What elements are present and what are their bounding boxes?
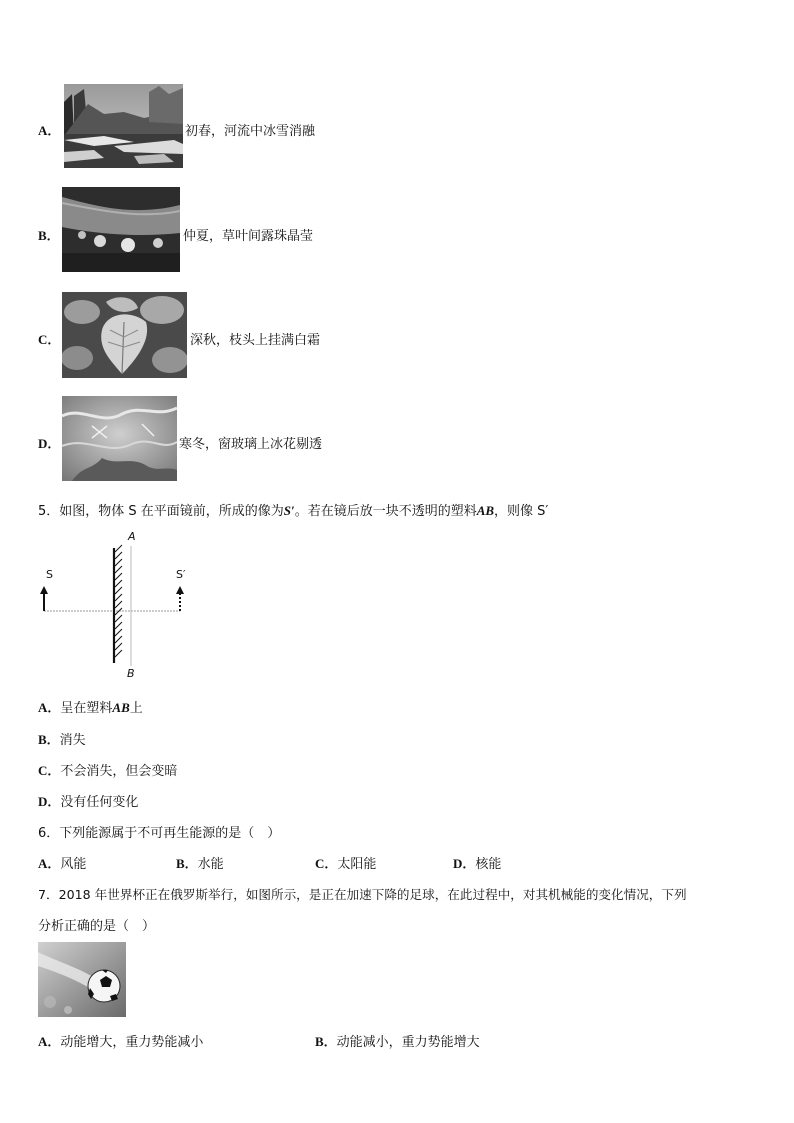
option-letter: A．	[38, 1034, 61, 1049]
stem-text: 。若在镜后放一块不透明的塑料	[294, 504, 477, 519]
option-text: 水能	[197, 857, 224, 872]
option-text: 核能	[475, 857, 502, 872]
option-letter: B．	[315, 1034, 337, 1049]
option-letter: A．	[38, 123, 61, 138]
mirror-hatching	[115, 545, 122, 657]
dew-on-leaf-image	[62, 187, 180, 272]
option-letter: D．	[453, 856, 476, 871]
option-text: 没有任何变化	[60, 795, 139, 810]
option-letter: B．	[38, 228, 60, 243]
option-letter: D．	[38, 794, 61, 809]
option-letter: B．	[176, 856, 198, 871]
option-ab: AB	[112, 700, 130, 715]
q6-option-d	[453, 853, 501, 872]
option-text: 太阳能	[337, 857, 377, 872]
option-text: 呈在塑料	[60, 701, 113, 716]
option-text: 消失	[59, 733, 86, 748]
q7-option-a	[38, 1031, 203, 1050]
q6-option-b	[176, 853, 224, 872]
option-text: 仲夏，草叶间露珠晶莹	[183, 229, 314, 244]
option-text: 动能减小，重力势能增大	[336, 1035, 480, 1050]
label-S-image: S′	[176, 568, 186, 581]
q5-stem	[38, 500, 548, 519]
q5-option-d	[38, 791, 138, 810]
stem-image-var: S′	[283, 503, 295, 518]
label-S: S	[46, 568, 53, 581]
option-text: 上	[129, 701, 143, 716]
label-B: B	[127, 667, 135, 680]
option-letter: A．	[38, 700, 61, 715]
option-text: 深秋，枝头上挂满白霜	[190, 333, 321, 348]
q5-option-a	[38, 697, 143, 716]
label-A: A	[128, 530, 136, 543]
q7-option-b	[315, 1031, 480, 1050]
stem-ab: AB	[476, 503, 495, 518]
q6-option-c	[315, 853, 376, 872]
frost-leaves-image	[62, 292, 187, 378]
stem-text: 5．如图，物体 S 在平面镜前，所成的像为	[38, 504, 284, 519]
q6-stem: 6．下列能源属于不可再生能源的是（ ）	[38, 826, 281, 841]
river-thaw-image	[64, 84, 183, 168]
object-arrow-head	[40, 586, 48, 594]
option-text: 风能	[60, 857, 87, 872]
option-letter: D．	[38, 436, 61, 451]
option-letter: C．	[38, 763, 61, 778]
option-letter: C．	[315, 856, 338, 871]
mirror-diagram	[38, 528, 198, 683]
option-text: 初春，河流中冰雪消融	[185, 124, 316, 139]
image-arrow-head	[176, 586, 184, 594]
falling-soccer-ball-image	[38, 942, 126, 1017]
q7-stem-line2: 分析正确的是（ ）	[38, 919, 156, 934]
option-letter: C．	[38, 332, 61, 347]
option-letter: A．	[38, 856, 61, 871]
option-letter: B．	[38, 732, 60, 747]
ice-flowers-window-image	[62, 396, 177, 481]
option-text: 不会消失，但会变暗	[60, 764, 178, 779]
q7-stem-line1: 7．2018 年世界杯正在俄罗斯举行，如图所示，是正在加速下降的足球，在此过程中，对其机械能的变化情况，下列	[38, 887, 687, 902]
stem-text: ，则像 S′	[494, 504, 549, 519]
q5-option-b	[38, 729, 86, 748]
q5-option-c	[38, 760, 177, 779]
q6-option-a	[38, 853, 86, 872]
option-text: 寒冬，窗玻璃上冰花剔透	[179, 437, 323, 452]
option-text: 动能增大，重力势能减小	[60, 1035, 204, 1050]
